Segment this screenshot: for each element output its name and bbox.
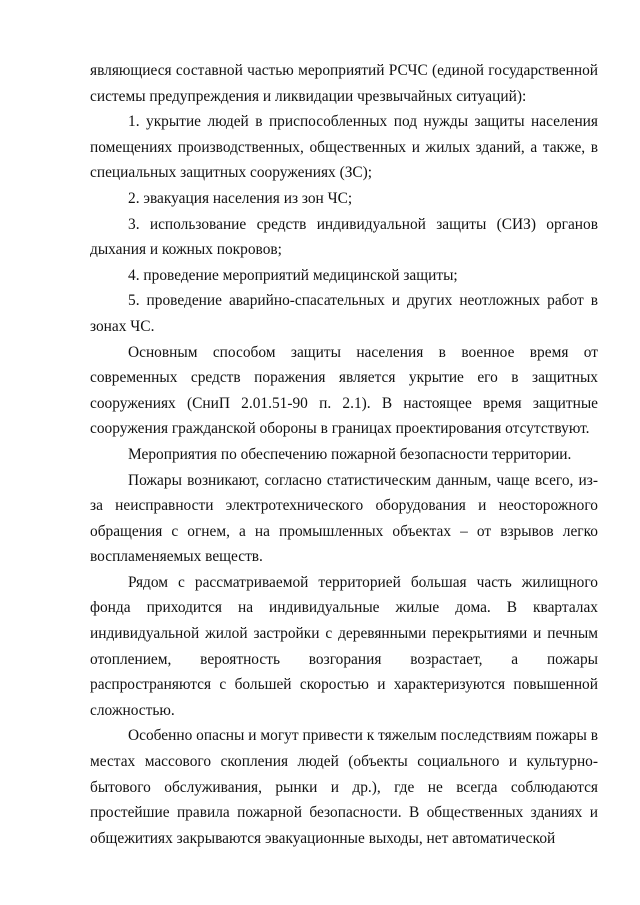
paragraph-public-places: Особенно опасны и могут привести к тяжелым последствиям пожары в местах массового скопления людей (объекты социального и культурно-бытового обслуживания, рынки и др.), где не всегда соблюдаются простейшие правила пожарной безопасности. В общественных зданиях и общежитиях закрываются эвакуационные выходы, нет автоматической [90,727,598,847]
document-body [90,58,598,851]
paragraph-shelter: Основным способом защиты населения в военное время от современных средств поражения является укрытие его в защитных сооружениях (СниП 2.01.51-90 п. 2.1). В настоящее время защитные сооружения гражданской обороны в границах проектирования отсутствуют. [90,343,598,438]
paragraph-housing: Рядом с рассматриваемой территорией большая часть жилищного фонда приходится на индивидуальные жилые дома. В кварталах индивидуальной жилой застройки с деревянными перекрытиями и печным отоплением, вероятность возгорания возрастает, а пожары распространяются с большей скоростью и характеризуются повышенной сложностью. [90,573,598,719]
paragraph-item-3: 3. использование средств индивидуальной защиты (СИЗ) органов дыхания и кожных покровов; [90,215,598,259]
paragraph-fire-safety-heading: Мероприятия по обеспечению пожарной безопасности территории. [128,445,572,463]
paragraph-item-1: 1. укрытие людей в приспособленных под нужды защиты населения помещениях производственных, общественных и жилых зданий, а также, в специальных защитных сооружениях (ЗС); [90,113,598,182]
paragraph-item-5: 5. проведение аварийно-спасательных и других неотложных работ в зонах ЧС. [90,292,598,335]
paragraph-item-4: 4. проведение мероприятий медицинской защиты; [128,266,458,284]
paragraph-intro: являющиеся составной частью мероприятий РСЧС (единой государственной системы предупреждения и ликвидации чрезвычайных ситуаций): [90,62,598,105]
paragraph-item-2: 2. эвакуация населения из зон ЧС; [128,189,353,207]
paragraph-fire-causes: Пожары возникают, согласно статистическим данным, чаще всего, из-за неисправности электротехнического оборудования и неосторожного обращения с огнем, а на промышленных объектах – от взрывов легко воспламеняемых веществ. [90,471,598,566]
